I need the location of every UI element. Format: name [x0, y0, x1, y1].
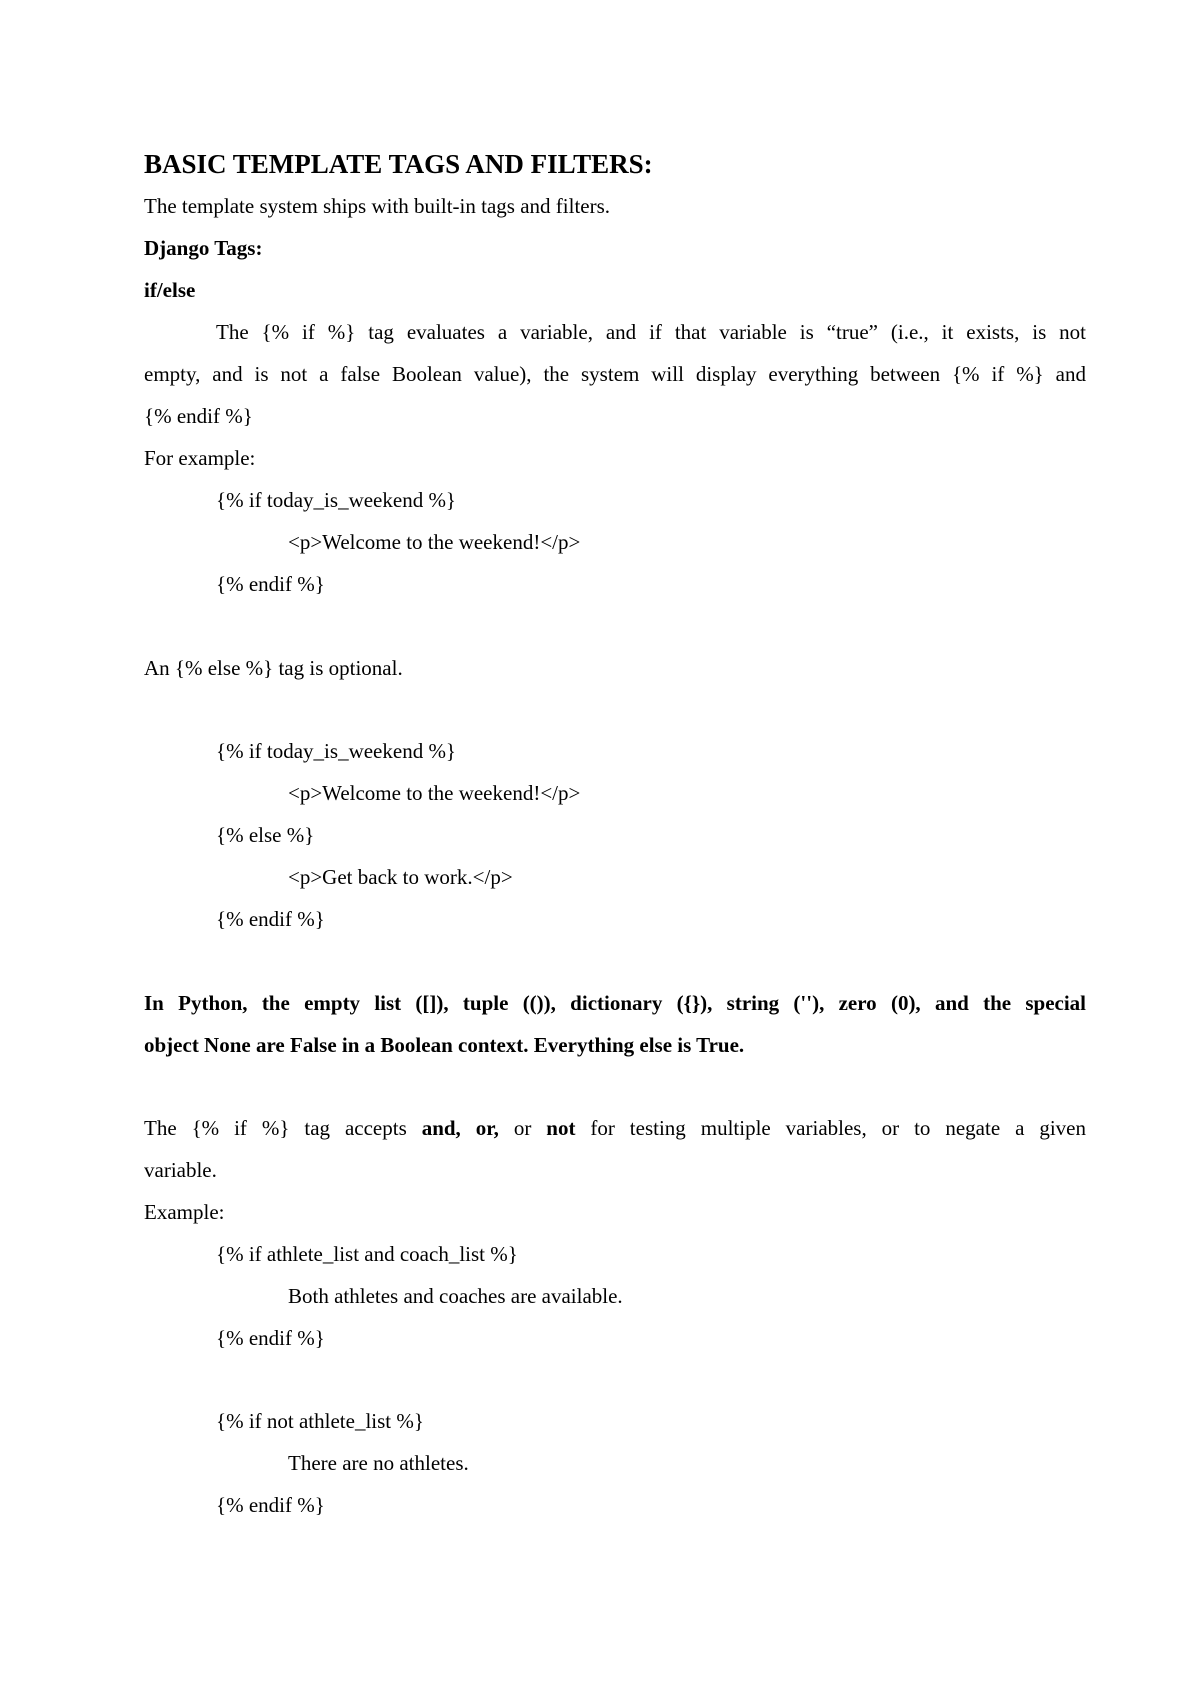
code-line: <p>Welcome to the weekend!</p>: [288, 781, 581, 805]
code-line: {% if not athlete_list %}: [216, 1409, 424, 1433]
logic-paragraph-line-1: [144, 1115, 1086, 1141]
code-line: <p>Welcome to the weekend!</p>: [288, 530, 581, 554]
code-line: There are no athletes.: [288, 1451, 469, 1475]
python-note-line-1: In Python, the empty list ([]), tuple (()), dictionary ({}), string (''), zero (0), and the special: [144, 991, 1086, 1015]
code-line: <p>Get back to work.</p>: [288, 865, 513, 889]
code-line: {% if athlete_list and coach_list %}: [216, 1242, 518, 1266]
ifelse-paragraph-line-1: The {% if %} tag evaluates a variable, and if that variable is “true” (i.e., it exists, is not: [216, 320, 1086, 344]
page-title: BASIC TEMPLATE TAGS AND FILTERS:: [144, 149, 653, 179]
python-note-line-2: object None are False in a Boolean context. Everything else is True.: [144, 1033, 745, 1057]
else-optional-text: An {% else %} tag is optional.: [144, 656, 403, 680]
code-line: {% else %}: [216, 823, 315, 847]
ifelse-paragraph-line-2: empty, and is not a false Boolean value), the system will display everything between {% if %} and: [144, 362, 1086, 386]
ifelse-paragraph-line-3: {% endif %}: [144, 404, 253, 428]
logic-text: The {% if %} tag accepts: [144, 1116, 422, 1140]
logic-text: or: [498, 1116, 547, 1140]
for-example-label: For example:: [144, 446, 256, 470]
logic-paragraph-line-2: variable.: [144, 1158, 217, 1182]
code-line: {% if today_is_weekend %}: [216, 739, 457, 763]
intro-text: The template system ships with built-in tags and filters.: [144, 194, 611, 218]
logic-text: [461, 1116, 476, 1140]
keyword-and: and,: [421, 1116, 461, 1140]
ifelse-heading: if/else: [144, 278, 196, 302]
example-label: Example:: [144, 1200, 225, 1224]
code-line: {% endif %}: [216, 1326, 325, 1350]
code-line: {% endif %}: [216, 1493, 325, 1517]
logic-text: for testing multiple variables, or to negate a given: [575, 1116, 1086, 1140]
code-line: {% endif %}: [216, 572, 325, 596]
django-tags-heading: Django Tags:: [144, 236, 263, 260]
keyword-or: or,: [475, 1116, 499, 1140]
code-line: {% if today_is_weekend %}: [216, 488, 457, 512]
keyword-not: not: [546, 1116, 576, 1140]
code-line: Both athletes and coaches are available.: [288, 1284, 623, 1308]
code-line: {% endif %}: [216, 907, 325, 931]
